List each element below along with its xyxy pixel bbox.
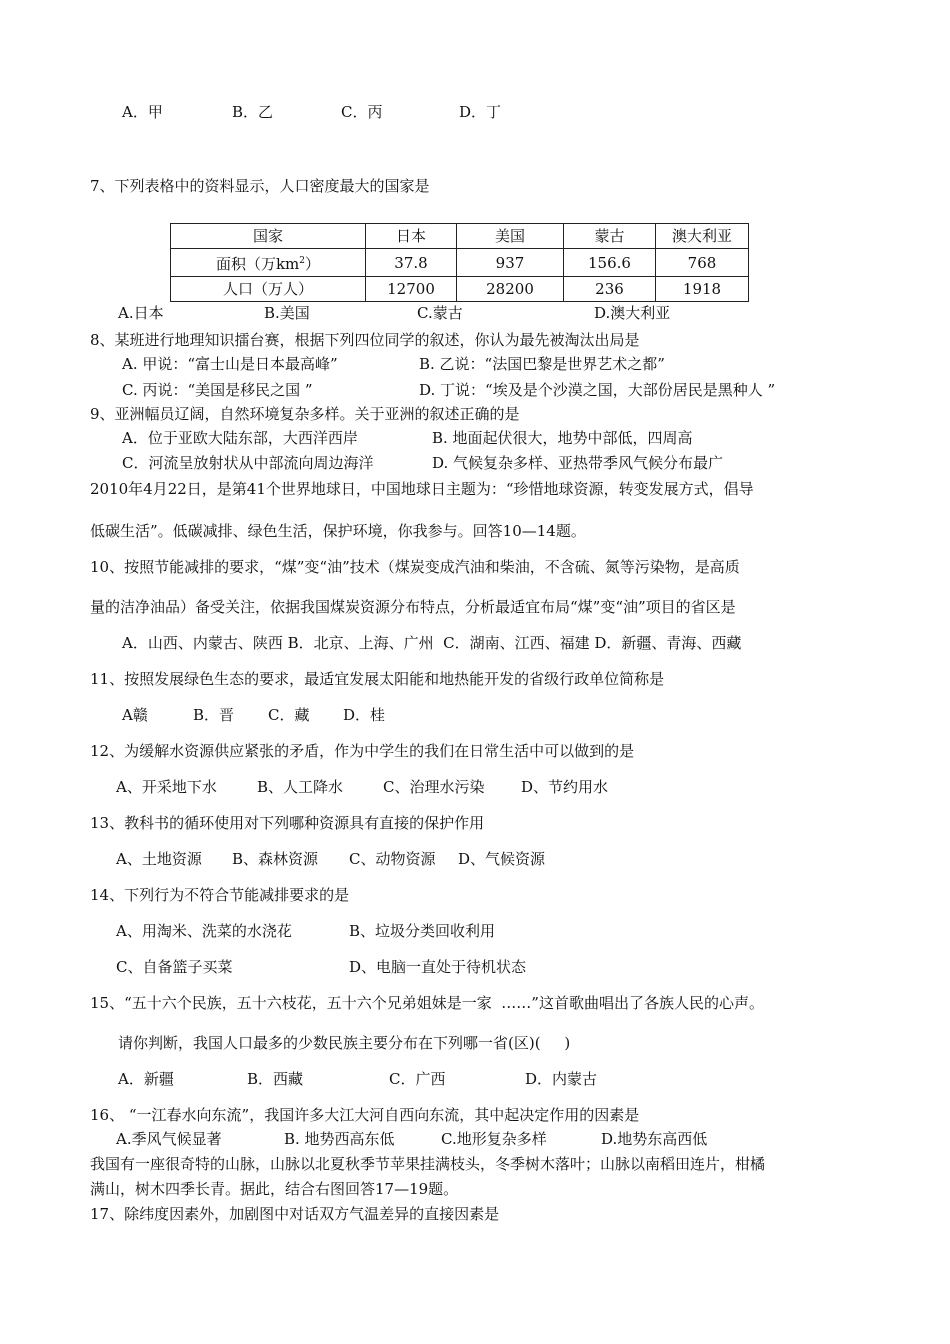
table-header-row — [171, 224, 749, 249]
q12-option-d: D、节约用水 — [521, 778, 609, 796]
q14-option-b: B、垃圾分类回收利用 — [349, 922, 496, 940]
q10-options: A．山西、内蒙古、陕西 B．北京、上海、广州 C．湖南、江西、福建 D．新疆、青海、西藏 — [122, 634, 742, 652]
q13-option-d: D、气候资源 — [458, 850, 546, 868]
q7-option-c: C.蒙古 — [417, 304, 463, 322]
q15-question-line1: 15、“五十六个民族，五十六枝花，五十六个兄弟姐妹是一家 ……”这首歌曲唱出了各族人民的心声。 — [90, 994, 764, 1012]
q17-question: 17、除纬度因素外，加剧图中对话双方气温差异的直接因素是 — [90, 1205, 500, 1223]
q11-question: 11、按照发展绿色生态的要求，最适宜发展太阳能和地热能开发的省级行政单位简称是 — [90, 670, 665, 688]
q7-question: 7、下列表格中的资料显示，人口密度最大的国家是 — [90, 177, 430, 195]
q9-option-c: C．河流呈放射状从中部流向周边海洋 — [122, 454, 374, 472]
q7-option-b: B.美国 — [264, 304, 310, 322]
q15-option-d: D．内蒙古 — [525, 1070, 598, 1088]
q9-option-b: B. 地面起伏很大，地势中部低，四周高 — [432, 429, 693, 447]
table-header-cell: 国家 — [171, 224, 366, 249]
q13-question: 13、教科书的循环使用对下列哪种资源具有直接的保护作用 — [90, 814, 485, 832]
q14-option-a: A、用淘米、洗菜的水浇花 — [116, 922, 292, 940]
q9-option-a: A．位于亚欧大陆东部，大西洋西岸 — [122, 429, 358, 447]
q10-question-line2: 量的洁净油品）备受关注，依据我国煤炭资源分布特点，分析最适宜布局“煤”变“油”项目的省区是 — [90, 598, 736, 616]
table-cell: 937 — [457, 249, 564, 277]
q7-option-a: A.日本 — [118, 304, 164, 322]
q16-option-c: C.地形复杂多样 — [441, 1130, 547, 1148]
q14-option-c: C、自备篮子买菜 — [116, 958, 233, 976]
q13-option-c: C、动物资源 — [349, 850, 436, 868]
q11-option-c: C．藏 — [268, 706, 310, 724]
table-cell: 768 — [656, 249, 749, 277]
table-cell: 28200 — [457, 277, 564, 302]
q11-option-b: B．晋 — [193, 706, 235, 724]
q6-option-b: B．乙 — [232, 103, 274, 121]
q9-question: 9、亚洲幅员辽阔，自然环境复杂多样。关于亚洲的叙述正确的是 — [90, 405, 520, 423]
q8-question: 8、某班进行地理知识擂台赛，根据下列四位同学的叙述，你认为最先被淘汰出局是 — [90, 331, 640, 349]
q13-option-a: A、土地资源 — [116, 850, 202, 868]
q10-question-line1: 10、按照节能减排的要求，“煤”变“油”技术（煤炭变成汽油和柴油，不含硫、氮等污染物，是高质 — [90, 558, 740, 576]
table-cell: 156.6 — [564, 249, 656, 277]
q15-question-line2: 请你判断，我国人口最多的少数民族主要分布在下列哪一省(区)( ) — [118, 1034, 571, 1052]
table-cell: 236 — [564, 277, 656, 302]
q14-question: 14、下列行为不符合节能减排要求的是 — [90, 886, 350, 904]
q16-option-a: A.季风气候显著 — [116, 1130, 222, 1148]
table-header-cell: 澳大利亚 — [656, 224, 749, 249]
q8-option-d: D. 丁说：“埃及是个沙漠之国，大部份居民是黑种人 ” — [419, 381, 776, 399]
q16-question: 16、 “一江春水向东流”，我国许多大江大河自西向东流，其中起决定作用的因素是 — [90, 1106, 640, 1124]
q6-option-c: C．丙 — [341, 103, 383, 121]
q8-option-c: C. 丙说：“美国是移民之国 ” — [122, 381, 313, 399]
table-row-label: 人口（万人） — [171, 277, 366, 302]
population-table — [170, 223, 749, 302]
q14-option-d: D、电脑一直处于待机状态 — [349, 958, 527, 976]
table-row-population — [171, 277, 749, 302]
q9-option-d: D. 气候复杂多样、亚热带季风气候分布最广 — [432, 454, 724, 472]
table-cell: 1918 — [656, 277, 749, 302]
table-header-cell: 蒙古 — [564, 224, 656, 249]
table-row-area — [171, 249, 749, 277]
q15-option-a: A．新疆 — [118, 1070, 174, 1088]
q15-option-b: B．西藏 — [247, 1070, 304, 1088]
intro-10-14-line2: 低碳生活”。低碳减排、绿色生活，保护环境，你我参与。回答10—14题。 — [90, 522, 586, 540]
q16-option-d: D.地势东高西低 — [601, 1130, 708, 1148]
table-row-label: 面积（万$km^2$） — [171, 249, 366, 277]
q12-option-b: B、人工降水 — [257, 778, 344, 796]
q6-option-a: A．甲 — [122, 103, 163, 121]
intro-17-19-line2: 满山，树木四季长青。据此，结合右图回答17—19题。 — [90, 1180, 459, 1198]
q16-option-b: B. 地势西高东低 — [284, 1130, 395, 1148]
q13-option-b: B、森林资源 — [232, 850, 319, 868]
q11-option-a: A赣 — [122, 706, 148, 724]
q15-option-c: C．广西 — [389, 1070, 446, 1088]
q12-option-a: A、开采地下水 — [116, 778, 217, 796]
table-cell: 12700 — [366, 277, 457, 302]
table-header-cell: 美国 — [457, 224, 564, 249]
intro-17-19-line1: 我国有一座很奇特的山脉，山脉以北夏秋季节苹果挂满枝头，冬季树木落叶；山脉以南稻田连片，柑橘 — [90, 1155, 766, 1173]
q12-question: 12、为缓解水资源供应紧张的矛盾，作为中学生的我们在日常生活中可以做到的是 — [90, 742, 635, 760]
intro-10-14-line1: 2010年4月22日，是第41个世界地球日，中国地球日主题为：“珍惜地球资源，转变发展方式，倡导 — [90, 480, 754, 498]
table-cell: 37.8 — [366, 249, 457, 277]
table-header-cell: 日本 — [366, 224, 457, 249]
q8-option-b: B. 乙说：“法国巴黎是世界艺术之都” — [419, 355, 665, 373]
q11-option-d: D．桂 — [343, 706, 386, 724]
q6-option-d: D．丁 — [459, 103, 502, 121]
q8-option-a: A. 甲说：“富士山是日本最高峰” — [122, 355, 338, 373]
q12-option-c: C、治理水污染 — [383, 778, 485, 796]
q7-option-d: D.澳大利亚 — [594, 304, 671, 322]
